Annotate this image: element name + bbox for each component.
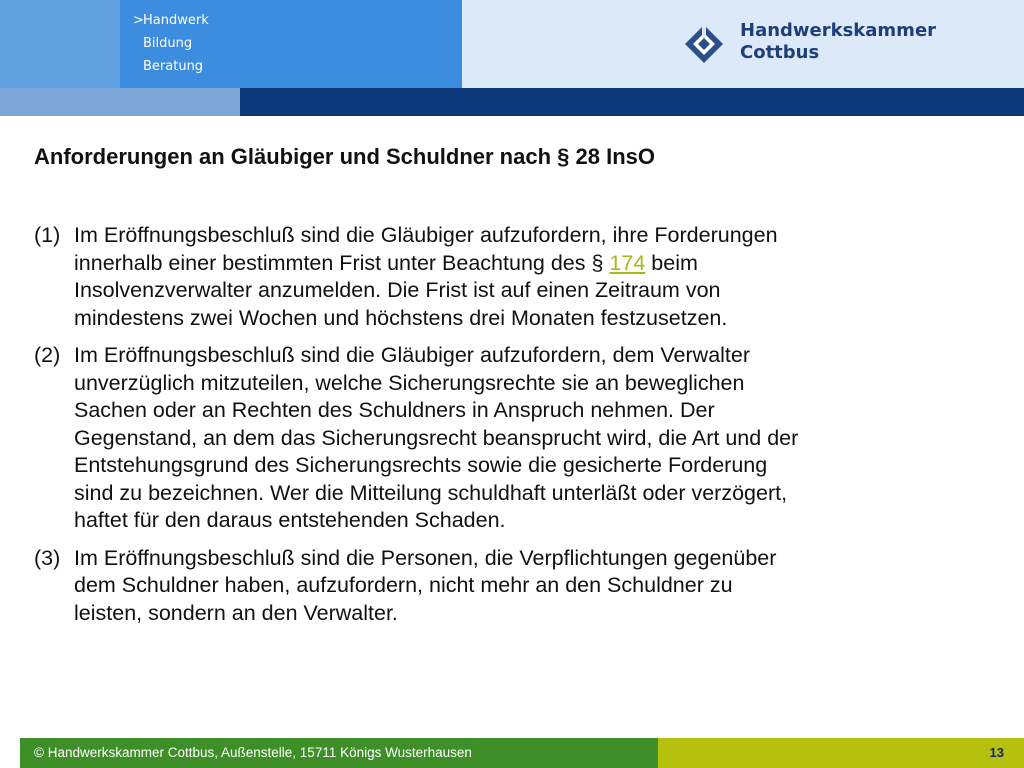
nav-item-label: Beratung [143,59,204,74]
item-text [74,222,964,332]
handwerkskammer-logo-icon [684,24,724,64]
chevron-right-icon: > [133,13,144,28]
nav-item-label: Bildung [143,36,193,51]
text-line: unverzüglich mitzuteilen, welche Sicherungsrechte sie an beweglichen [74,370,745,395]
header-bar-light [0,88,240,116]
list-item [34,545,964,628]
footer-bar-yellow [658,738,1024,768]
nav-item-label: Handwerk [143,13,209,28]
logo-wordmark [740,20,936,64]
text-line: beim [651,250,698,275]
header-bar-dark [240,88,1024,116]
text-line: Entstehungsgrund des Sicherungsrechts sowie die gesicherte Forderung [74,453,768,477]
item-number: (1) [34,223,61,247]
nav-item-beratung[interactable] [133,55,209,78]
text-line: Im Eröffnungsbeschluß sind die Gläubiger aufzufordern, dem Verwalter [74,343,751,367]
text-line: innerhalb einer bestimmten Frist unter Beachtung des § [74,250,604,275]
text-line: Im Eröffnungsbeschluß sind die Personen, die Verpflichtungen gegenüber [74,545,777,570]
text-line: Insolvenzverwalter anzumelden. Die Frist ist auf einen Zeitraum von [74,278,721,302]
item-text [74,342,964,535]
footer-copyright: © Handwerkskammer Cottbus, Außenstelle, 15711 Königs Wusterhausen [34,745,472,760]
page-title: Anforderungen an Gläubiger und Schuldner nach § 28 InsO [34,144,655,169]
text-line: Sachen oder an Rechten des Schuldners in Anspruch nehmen. Der [74,398,715,422]
text-line: sind zu bezeichnen. Wer die Mitteilung schuldhaft unterläßt oder verzögert, [74,480,788,505]
header-nav [133,9,209,78]
text-line: dem Schuldner haben, aufzufordern, nicht mehr an den Schuldner zu [74,573,733,597]
logo-line-2: Cottbus [740,42,820,63]
text-line: Gegenstand, an dem das Sicherungsrecht beansprucht wird, die Art und der [74,425,799,450]
item-number: (2) [34,343,61,367]
nav-item-bildung[interactable] [133,32,209,55]
text-line-with-link [74,250,964,278]
item-number: (3) [34,545,61,570]
text-line: mindestens zwei Wochen und höchstens drei Monaten festzusetzen. [74,305,728,330]
text-line: Im Eröffnungsbeschluß sind die Gläubiger aufzufordern, ihre Forderungen [74,223,778,247]
paragraph-list [34,222,964,637]
page-number: 13 [989,745,1004,760]
logo-line-1: Handwerkskammer [740,20,937,41]
item-text [74,545,964,628]
header-block-left [0,0,120,88]
text-line: haftet für den daraus entstehenden Schaden. [74,508,506,532]
text-line: leisten, sondern an den Verwalter. [74,600,398,625]
list-item [34,222,964,332]
paragraph-174-link[interactable]: 174 [609,250,646,275]
list-item [34,342,964,535]
nav-item-handwerk[interactable] [133,9,209,32]
